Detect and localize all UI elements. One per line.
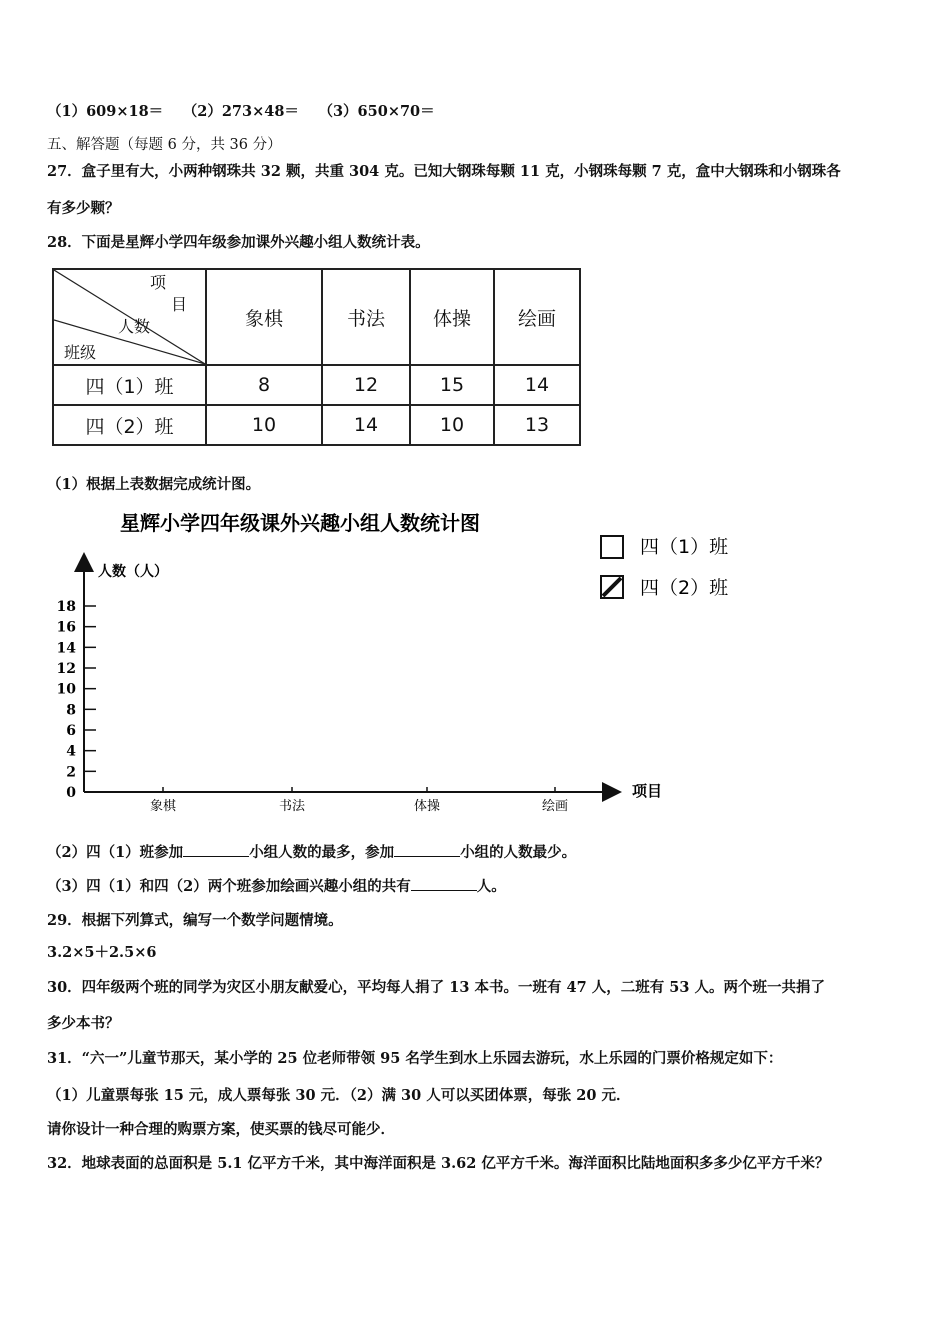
header-project-2: 目 <box>171 295 188 314</box>
q30-line2: 多少本书？ <box>47 1015 120 1032</box>
y-tick-label: 14 <box>56 640 76 657</box>
q30-line1: 30．四年级两个班的同学为灾区小朋友献爱心，平均每人捐了 13 本书。一班有 47 人，二班有 53 人。两个班一共捐了 <box>47 979 825 996</box>
q29-expression: 3.2×5＋2.5×6 <box>47 944 157 961</box>
x-category-label: 书法 <box>278 799 306 814</box>
table-cell: 10 <box>206 405 322 445</box>
legend-label-class1: 四（1）班 <box>640 536 729 558</box>
legend-label-class2: 四（2）班 <box>640 577 729 599</box>
x-category-label: 象棋 <box>149 799 177 814</box>
q31-line1: 31．“六一”儿童节那天，某小学的 25 位老师带领 95 名学生到水上乐园去游玩，水上乐园的门票价格规定如下： <box>47 1050 783 1067</box>
answer-blank-least[interactable] <box>394 842 460 857</box>
table-cell: 14 <box>322 405 410 445</box>
row-label: 四（2）班 <box>53 405 206 445</box>
table-cell: 15 <box>410 365 494 405</box>
y-tick-label: 10 <box>56 681 76 698</box>
x-category-label: 绘画 <box>541 799 569 814</box>
table-cell: 8 <box>206 365 322 405</box>
q28-part2-text-c: 小组的人数最少。 <box>460 844 577 861</box>
y-tick-label: 12 <box>56 661 76 677</box>
y-tick-label: 0 <box>66 785 76 801</box>
y-tick-label: 6 <box>66 723 76 739</box>
answer-blank-total[interactable] <box>411 876 477 891</box>
q28-part2 <box>47 842 576 863</box>
header-project-1: 项 <box>150 273 167 292</box>
q28-part2-text-a: （2）四（1）班参加 <box>47 844 184 861</box>
column-header: 绘画 <box>494 269 580 365</box>
q31-line2: （1）儿童票每张 15 元，成人票每张 30 元．（2）满 30 人可以买团体票，每张 20 元． <box>47 1087 631 1104</box>
legend-swatch-class1 <box>601 536 623 558</box>
row-label: 四（1）班 <box>53 365 206 405</box>
x-category-label: 体操 <box>413 799 441 814</box>
y-tick-label: 8 <box>66 702 76 719</box>
q26-items: （1）609×18＝ （2）273×48＝ （3）650×70＝ <box>47 103 435 120</box>
x-axis-label: 项目 <box>632 782 663 800</box>
y-axis-label: 人数（人） <box>98 564 168 580</box>
q32: 32．地球表面的总面积是 5.1 亿平方千米，其中海洋面积是 3.62 亿平方千米。海洋面积比陆地面积多多少亿平方千米？ <box>47 1155 830 1172</box>
diagonal-header-cell <box>53 269 206 365</box>
stats-table <box>52 268 581 446</box>
q28-part2-text-b: 小组人数的最多，参加 <box>249 844 395 861</box>
header-class: 班级 <box>64 343 97 362</box>
q28-part3-text-b: 人。 <box>476 878 506 895</box>
answer-blank-most[interactable] <box>183 842 249 857</box>
column-header: 书法 <box>322 269 410 365</box>
q31-line3: 请你设计一种合理的购票方案，使买票的钱尽可能少． <box>47 1121 395 1138</box>
q29: 29．根据下列算式，编写一个数学问题情境。 <box>47 912 343 929</box>
q27-line2: 有多少颗？ <box>47 200 120 217</box>
y-tick-label: 16 <box>56 619 76 636</box>
table-row <box>53 365 580 405</box>
q28-part3 <box>47 876 506 897</box>
bar-chart <box>0 500 950 825</box>
y-tick-label: 2 <box>66 764 76 781</box>
q27-line1: 27．盒子里有大，小两种钢珠共 32 颗，共重 304 克。已知大钢珠每颗 11 克，小钢珠每颗 7 克，盒中大钢珠和小钢珠各 <box>47 163 841 180</box>
table-cell: 12 <box>322 365 410 405</box>
q28-part3-text-a: （3）四（1）和四（2）两个班参加绘画兴趣小组的共有 <box>47 878 411 895</box>
y-tick-label: 18 <box>56 599 76 615</box>
chart-title: 星辉小学四年级课外兴趣小组人数统计图 <box>120 511 480 535</box>
table-cell: 10 <box>410 405 494 445</box>
table-row <box>53 405 580 445</box>
q28-intro: 28．下面是星辉小学四年级参加课外兴趣小组人数统计表。 <box>47 234 430 251</box>
table-cell: 13 <box>494 405 580 445</box>
column-header: 象棋 <box>206 269 322 365</box>
column-header: 体操 <box>410 269 494 365</box>
table-cell: 14 <box>494 365 580 405</box>
header-count: 人数 <box>118 317 151 336</box>
y-tick-label: 4 <box>66 743 76 760</box>
q28-part1: （1）根据上表数据完成统计图。 <box>47 476 261 493</box>
section5-heading: 五、解答题（每题 6 分，共 36 分） <box>47 137 282 153</box>
